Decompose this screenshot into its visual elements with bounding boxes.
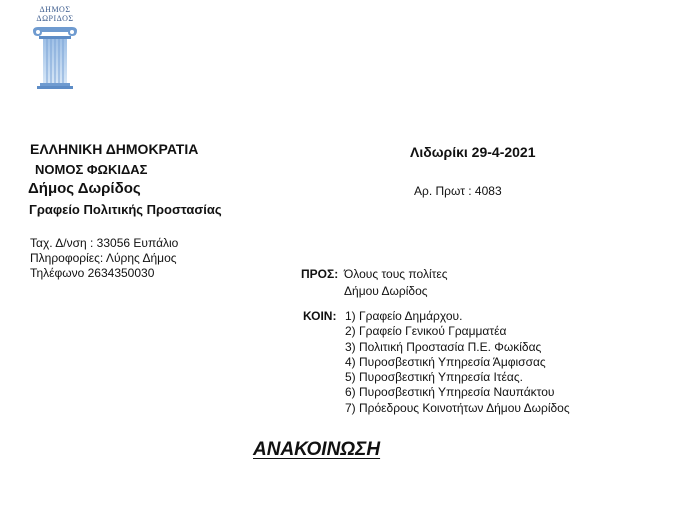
contact-address: Ταχ. Δ/νση : 33056 Ευπάλιο xyxy=(30,236,179,250)
cc-list-item: 6) Πυροσβεστική Υπηρεσία Ναυπάκτου xyxy=(345,385,555,400)
cc-list-item: 4) Πυροσβεστική Υπηρεσία Άμφισσας xyxy=(345,354,546,369)
cc-list-item: 1) Γραφείο Δημάρχου. xyxy=(345,309,463,323)
cc-list-item: 2) Γραφείο Γενικού Γραμματέα xyxy=(345,324,507,339)
ionic-column-icon xyxy=(31,27,79,89)
header-republic: ΕΛΛΗΝΙΚΗ ΔΗΜΟΚΡΑΤΙΑ xyxy=(30,141,199,157)
cc-label: ΚΟΙΝ: xyxy=(303,309,337,323)
protocol-number: Αρ. Πρωτ : 4083 xyxy=(414,184,502,198)
cc-list-item: 3) Πολιτική Προστασία Π.Ε. Φωκίδας xyxy=(345,339,542,354)
logo-text-line1: ΔΗΜΟΣ xyxy=(39,5,71,14)
header-office: Γραφείο Πολιτικής Προστασίας xyxy=(29,202,222,217)
cc-list-item: 7) Πρόεδρους Κοινοτήτων Δήμου Δωρίδος xyxy=(345,400,570,415)
place-date: Λιδωρίκι 29-4-2021 xyxy=(410,144,536,160)
to-line-2: Δήμου Δωρίδος xyxy=(344,284,428,298)
cc-list xyxy=(345,309,570,416)
to-label: ΠΡΟΣ: xyxy=(301,267,339,281)
header-municipality: Δήμος Δωρίδος xyxy=(28,180,141,197)
header-prefecture: ΝΟΜΟΣ ΦΩΚΙΔΑΣ xyxy=(35,162,148,177)
municipality-logo xyxy=(24,6,86,90)
contact-info: Πληροφορίες: Λύρης Δήμος xyxy=(30,251,177,265)
logo-text-line2: ΔΩΡΙΔΟΣ xyxy=(36,14,74,23)
contact-phone: Τηλέφωνο 2634350030 xyxy=(30,266,155,280)
document-title: ΑΝΑΚΟΙΝΩΣΗ xyxy=(253,439,381,460)
cc-list-item: 5) Πυροσβεστική Υπηρεσία Ιτέας. xyxy=(345,370,523,385)
to-line-1: Όλους τους πολίτες xyxy=(344,267,448,281)
